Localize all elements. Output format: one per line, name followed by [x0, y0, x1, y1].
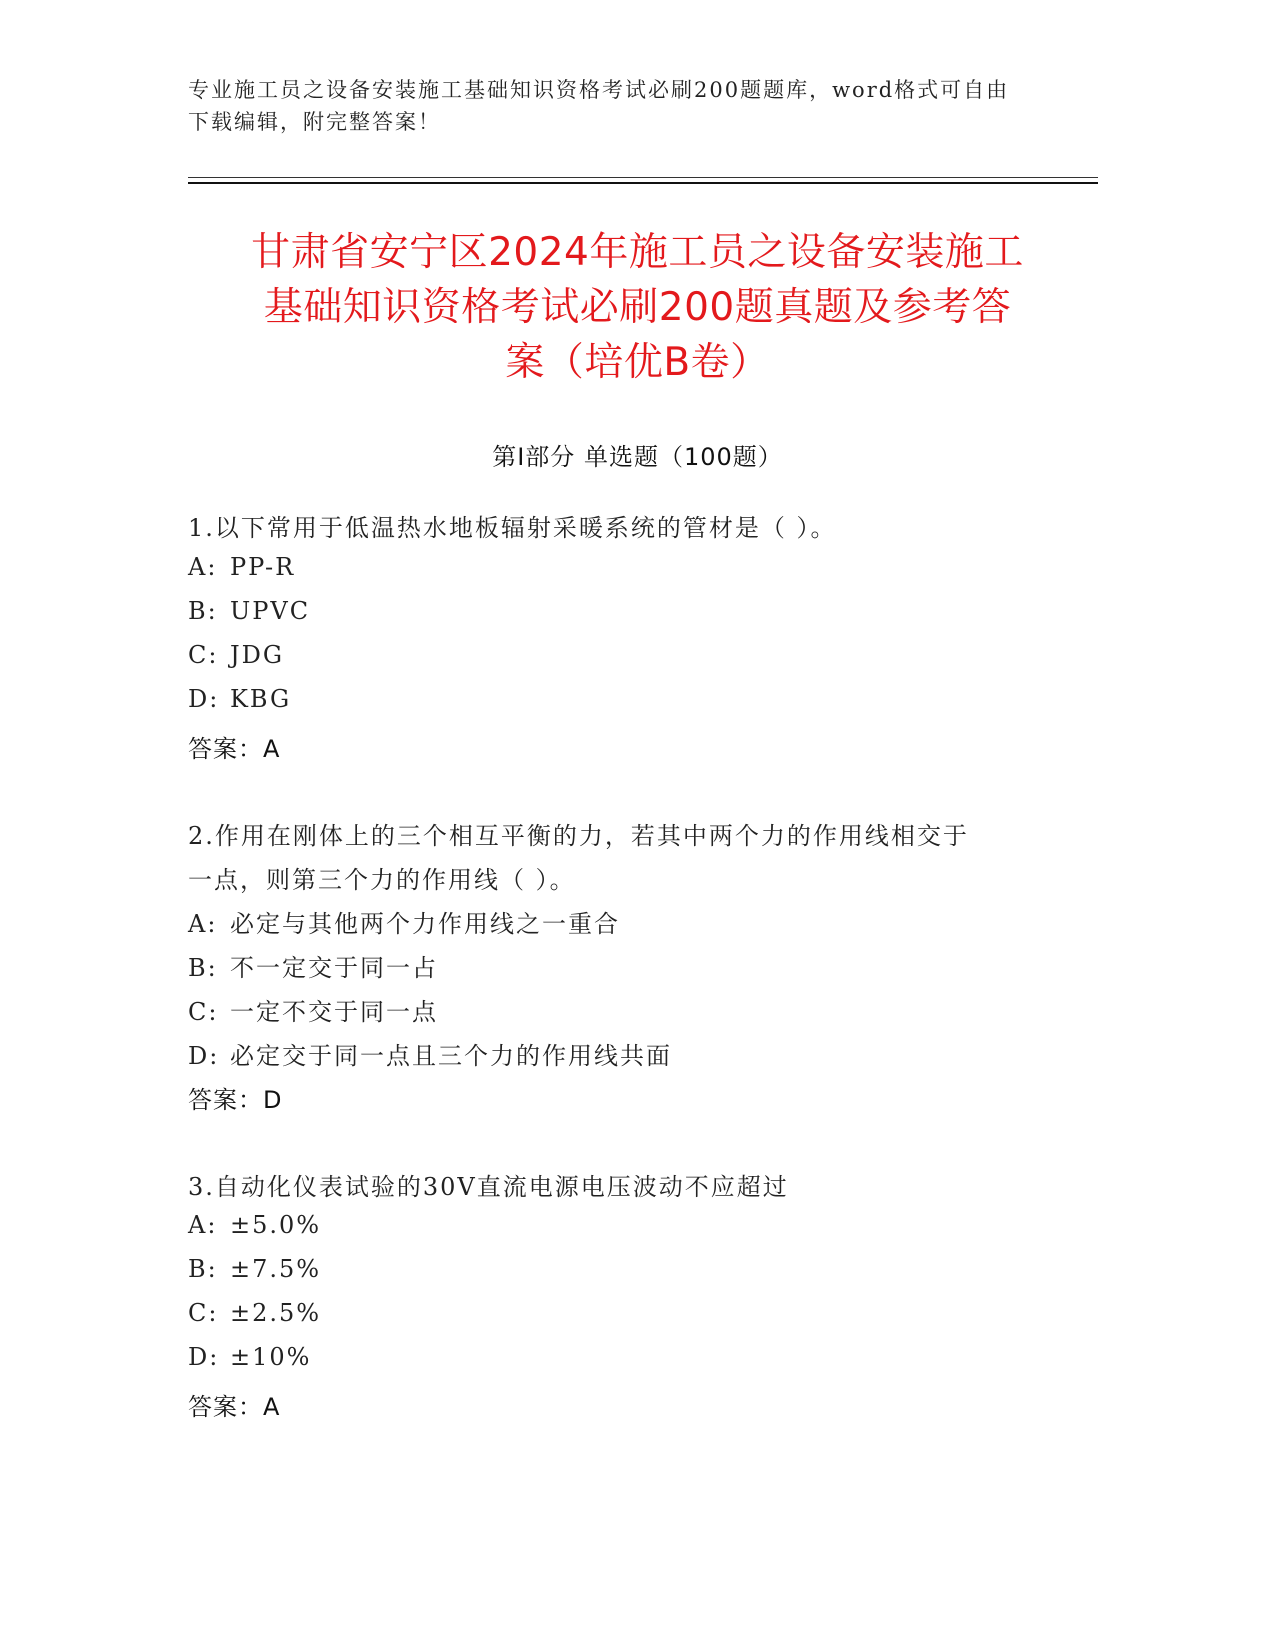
document-title-line-2: 基础知识资格考试必刷200题真题及参考答	[263, 285, 1012, 330]
question-3-answer: 答案：A	[188, 1393, 281, 1421]
question-1-option-a	[188, 553, 295, 581]
question-2-stem-line-2: 一点，则第三个力的作用线（ ）。	[188, 866, 576, 894]
option-label: D:	[188, 1042, 220, 1070]
header-divider-thin	[188, 177, 1098, 178]
option-text: 不一定交于同一占	[230, 954, 438, 982]
question-1-stem: 1.以下常用于低温热水地板辐射采暖系统的管材是（ ）。	[188, 514, 837, 542]
option-text: 一定不交于同一点	[230, 998, 438, 1026]
question-2-option-a	[188, 904, 620, 939]
option-text: ±2.5%	[230, 1299, 322, 1327]
option-text: JDG	[230, 641, 285, 669]
question-1-option-d	[188, 685, 291, 713]
option-text: 必定与其他两个力作用线之一重合	[230, 910, 620, 938]
option-text: ±5.0%	[230, 1211, 322, 1239]
question-1-option-b	[188, 597, 310, 625]
document-title	[160, 225, 1115, 390]
option-label: D:	[188, 1343, 220, 1371]
option-label: C:	[188, 641, 219, 669]
option-text: UPVC	[230, 597, 311, 625]
header-note-line-1: 专业施工员之设备安装施工基础知识资格考试必刷200题题库，word格式可自由	[188, 78, 1010, 102]
question-3-option-c	[188, 1299, 321, 1327]
question-1-answer: 答案：A	[188, 735, 281, 763]
option-label: C:	[188, 1299, 219, 1327]
option-text: ±10%	[230, 1343, 312, 1371]
header-divider-thick	[188, 182, 1098, 184]
question-2-option-b	[188, 948, 438, 983]
option-label: B:	[188, 954, 218, 982]
question-2-answer: 答案：D	[188, 1086, 283, 1114]
option-text: PP-R	[230, 553, 296, 581]
option-label: B:	[188, 1255, 218, 1283]
question-2-option-d	[188, 1036, 672, 1071]
question-3-option-d	[188, 1343, 311, 1371]
option-label: A:	[188, 553, 218, 581]
question-3-stem: 3.自动化仪表试验的30V直流电源电压波动不应超过	[188, 1173, 789, 1201]
document-title-line-1: 甘肃省安宁区2024年施工员之设备安装施工	[251, 230, 1024, 275]
option-text: 必定交于同一点且三个力的作用线共面	[230, 1042, 672, 1070]
option-label: A:	[188, 910, 218, 938]
question-3-option-b	[188, 1255, 321, 1283]
option-label: A:	[188, 1211, 218, 1239]
header-note	[188, 74, 1088, 138]
option-label: D:	[188, 685, 220, 713]
option-text: KBG	[230, 685, 292, 713]
question-1-option-c	[188, 641, 284, 669]
header-note-line-2: 下载编辑，附完整答案！	[188, 110, 441, 134]
question-2-option-c	[188, 992, 438, 1027]
section-title: 第I部分 单选题（100题）	[492, 443, 783, 471]
question-3-option-a	[188, 1211, 321, 1239]
question-2-stem-line-1: 2.作用在刚体上的三个相互平衡的力，若其中两个力的作用线相交于	[188, 822, 969, 850]
document-title-line-3: 案（培优B卷）	[505, 340, 770, 385]
option-text: ±7.5%	[230, 1255, 322, 1283]
option-label: B:	[188, 597, 218, 625]
option-label: C:	[188, 998, 219, 1026]
